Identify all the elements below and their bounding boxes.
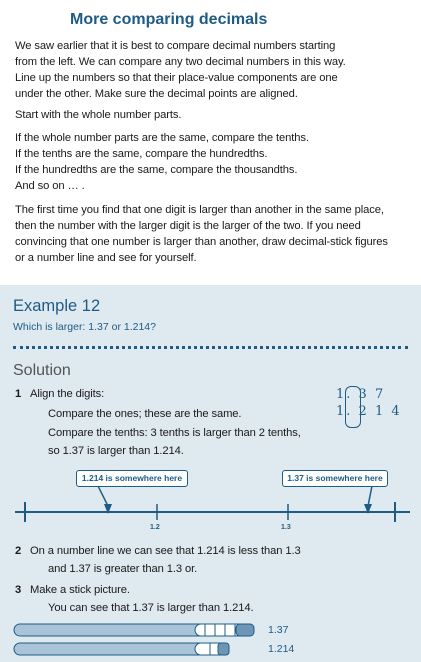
example-title: Example 12 xyxy=(13,297,101,315)
stick-label: 1.37 xyxy=(268,624,289,636)
closing-line: convincing that one number is larger than another, draw decimal-stick figures xyxy=(15,236,388,248)
aligned-number: 1. 2 1 4 xyxy=(336,404,402,419)
callout-pointer xyxy=(98,486,108,506)
closing-line: or a number line and see for yourself. xyxy=(15,252,197,264)
closing-line: The first time you find that one digit is larger than another in the same place, xyxy=(15,204,384,216)
step1-title: Align the digits: xyxy=(30,388,105,400)
intro-line: from the left. We can compare any two decimal numbers in this way. xyxy=(15,56,346,68)
tick-label: 1.2 xyxy=(150,524,160,531)
step2-line: and 1.37 is greater than 1.3 or. xyxy=(48,563,198,575)
step1-line: Compare the tenths: 3 tenths is larger than 2 tenths, xyxy=(48,427,301,439)
step2-line: On a number line we can see that 1.214 is less than 1.3 xyxy=(30,545,301,557)
example-question: Which is larger: 1.37 or 1.214? xyxy=(13,321,156,333)
section-title: More comparing decimals xyxy=(70,11,268,28)
callout-pointer xyxy=(368,486,372,506)
step-number: 2 xyxy=(15,545,22,557)
stick-label: 1.214 xyxy=(268,643,295,655)
aligned-number: 1. 3 7 xyxy=(336,387,386,402)
intro-line: under the other. Make sure the decimal points are aligned. xyxy=(15,88,298,100)
rule-line: If the whole number parts are the same, compare the tenths. xyxy=(15,132,309,144)
tick-label: 1.3 xyxy=(281,524,291,531)
intro-line: We saw earlier that it is best to compare decimal numbers starting xyxy=(15,40,336,52)
step-number: 1 xyxy=(15,388,22,400)
closing-line: then the number with the larger digit is the larger of the two. If you need xyxy=(15,220,361,232)
rule-line: If the tenths are the same, compare the hundredths. xyxy=(15,148,268,160)
start-line: Start with the whole number parts. xyxy=(15,109,182,121)
step3-line: Make a stick picture. xyxy=(30,584,130,596)
stick-1214-hundredths xyxy=(218,643,229,655)
callout-137: 1.37 is somewhere here xyxy=(282,470,388,487)
step3-line: You can see that 1.37 is larger than 1.214. xyxy=(48,602,254,614)
rule-line: If the hundredths are the same, compare the thousandths. xyxy=(15,164,298,176)
step1-line: Compare the ones; these are the same. xyxy=(48,408,242,420)
step1-line: so 1.37 is larger than 1.214. xyxy=(48,445,184,457)
rule-line: And so on … . xyxy=(15,180,85,192)
callout-1214: 1.214 is somewhere here xyxy=(76,470,188,487)
stick-137-hundredths xyxy=(236,624,254,636)
intro-line: Line up the numbers so that their place-value components are one xyxy=(15,72,338,84)
step-number: 3 xyxy=(15,584,22,596)
solution-heading: Solution xyxy=(13,362,71,379)
